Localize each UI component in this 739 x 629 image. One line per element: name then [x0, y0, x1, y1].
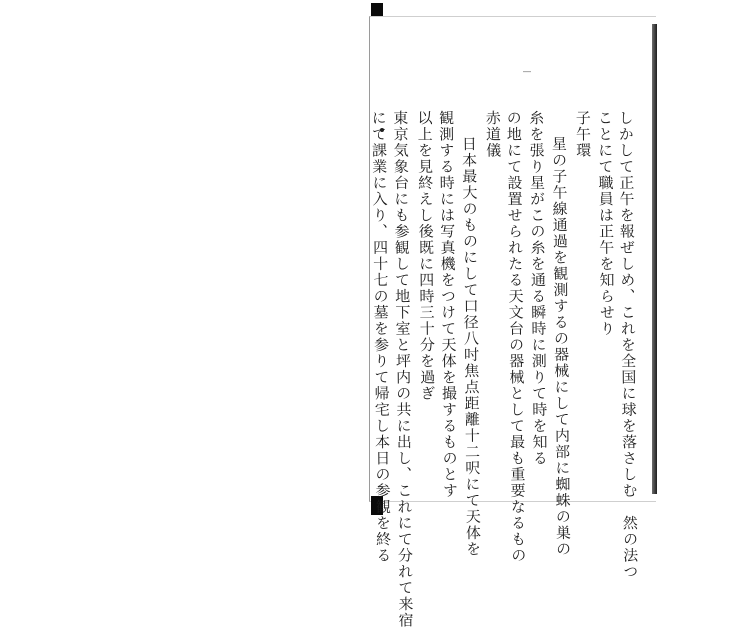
text-column: しかして正午を報ぜしめ、これを全国に球を落さしむ 然の法つ	[616, 109, 640, 580]
text-column: 以上を見終えし後既に四時三十分を過ぎ	[414, 109, 437, 402]
page-mark: ―	[523, 67, 531, 76]
text-column: 日本最大のものにして口径八吋焦点距離十二呎にて天体を	[459, 135, 482, 558]
text-column: にて課業に入り、四十七の墓を参りて帰宅し本日の参観を終る	[369, 109, 392, 564]
text-column: 観測する時には写真機をつけて天体を撮するものとす	[436, 109, 460, 499]
text-column: の地にて設置せられたる天文台の器械として最も重要なるもの	[504, 109, 527, 564]
page-edge-shadow	[652, 24, 657, 494]
text-column: 糸を張り星がこの糸を通る瞬時に測りて時を知る	[527, 109, 549, 467]
text-column: 赤道儀	[483, 109, 503, 159]
text-column: 星の子午線通過を観測するの器械にして内部に蜘蛛の巣の	[549, 135, 572, 558]
text-column: ことにて職員は正午を知らせり	[595, 109, 616, 337]
text-column: 東京気象台にも参観して地下室と坪内の共に出し、これにて分れて来宿	[391, 109, 415, 629]
text-column: 子午環	[573, 109, 593, 159]
